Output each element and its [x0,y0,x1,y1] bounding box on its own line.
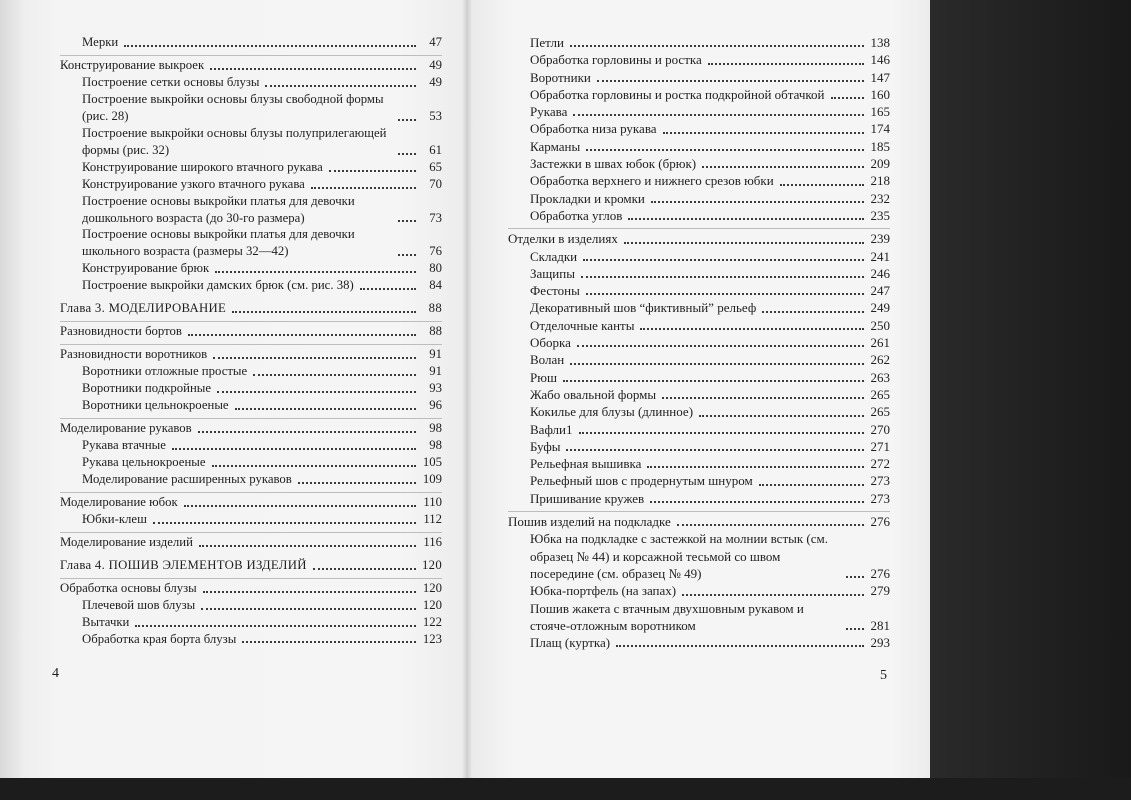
toc-entry-title: Рукава втачные [82,437,166,452]
toc-leader-dots [232,311,416,313]
toc-entry [60,363,442,380]
toc-leader-dots [135,625,416,627]
toc-leader-dots [708,63,864,65]
toc-entry-page: 265 [870,404,890,420]
toc-entry [508,103,890,120]
toc-entry-title: Конструирование узкого втачного рукава [82,176,305,191]
toc-entry-page: 70 [429,176,442,191]
toc-leader-dots [586,293,864,295]
toc-leader-dots [398,119,416,121]
toc-entry-title: Отделочные канты [530,317,635,333]
toc-entry [60,226,442,260]
toc-entry [60,159,442,176]
toc-entry-page: 73 [429,210,442,225]
toc-entry [508,138,890,155]
toc-entry-page: 246 [870,265,890,281]
toc-entry-title: Обработка края борта блузы [82,631,237,646]
toc-entry-title: Обработка горловины и ростка подкройной обтачкой [530,86,825,102]
toc-entry [508,265,890,282]
toc-entry-title: Мерки [82,35,119,49]
toc-leader-dots [762,311,864,313]
toc-leader-dots [398,254,416,256]
toc-entry-title: Обработка низа рукава [530,121,657,137]
toc-entry [60,380,442,397]
toc-entry-page: 261 [870,335,890,351]
toc-entry-page: 265 [870,386,890,402]
scan-right-edge [930,0,1131,778]
toc-entry-page: 116 [423,534,442,549]
toc-entry-title: Построение основы выкройки платья для девочки дошкольного возраста (до 30-го размера) [82,193,355,225]
toc-entry-page: 88 [429,324,442,339]
toc-entry [508,634,890,651]
toc-leader-dots [188,334,416,336]
toc-leader-dots [398,220,416,222]
toc-leader-dots [298,482,416,484]
toc-entry-page: 47 [429,35,442,49]
toc-leader-dots [313,568,416,570]
toc-leader-dots [570,45,864,47]
toc-leader-dots [329,170,416,172]
toc-entry-title: Разновидности бортов [60,324,182,339]
toc-right-column [508,34,890,651]
toc-entry-page: 91 [429,347,442,362]
toc-left-column [60,34,442,647]
toc-entry [60,277,442,294]
toc-entry-page: 120 [422,580,442,595]
toc-leader-dots [198,431,416,433]
toc-entry-title: Жабо овальной формы [530,386,657,402]
toc-entry-page: 49 [429,57,442,72]
toc-entry-page: 293 [870,635,890,651]
toc-entry [508,351,890,368]
toc-leader-dots [210,68,416,70]
toc-entry [508,511,890,530]
toc-leader-dots [597,80,864,82]
toc-leader-dots [628,218,864,220]
toc-entry-title: Фестоны [530,283,580,299]
toc-entry-page: 239 [870,231,890,247]
toc-entry [60,125,442,159]
toc-entry [508,490,890,507]
toc-entry-page: 209 [870,156,890,172]
toc-leader-dots [235,408,416,410]
toc-leader-dots [662,397,864,399]
toc-entry [60,397,442,414]
book-gutter [462,0,472,778]
toc-entry-title: Глава 3. МОДЕЛИРОВАНИЕ [60,301,227,316]
toc-entry [508,120,890,137]
toc-entry [508,51,890,68]
toc-entry [508,600,890,635]
toc-entry-page: 105 [422,454,442,469]
toc-entry [60,418,442,437]
toc-entry-title: Буфы [530,438,561,454]
toc-leader-dots [581,276,864,278]
toc-entry [60,74,442,91]
toc-leader-dots [573,114,864,116]
toc-entry-page: 276 [870,514,890,530]
toc-leader-dots [172,448,416,450]
toc-entry [508,248,890,265]
toc-entry-title: Вытачки [82,614,130,629]
toc-entry [60,300,442,317]
toc-leader-dots [647,466,864,468]
toc-entry-title: Обработка основы блузы [60,580,197,595]
toc-entry-page: 165 [870,104,890,120]
toc-leader-dots [624,242,864,244]
toc-entry-page: 270 [870,421,890,437]
toc-leader-dots [242,641,416,643]
toc-entry-page: 263 [870,369,890,385]
toc-entry-title: Конструирование брюк [82,261,210,276]
toc-entry-title: Построение выкройки основы блузы свободной формы (рис. 28) [82,91,384,123]
toc-leader-dots [586,149,864,151]
toc-leader-dots [199,545,416,547]
toc-leader-dots [663,132,864,134]
toc-leader-dots [253,374,416,376]
toc-entry-title: Построение основы выкройки платья для девочки школьного возраста (размеры 32—42) [82,227,355,259]
toc-entry-title: Построение выкройки основы блузы полуприлегающей формы (рис. 32) [82,125,387,157]
toc-entry-page: 96 [429,398,442,413]
toc-entry-page: 160 [870,86,890,102]
toc-leader-dots [651,201,864,203]
toc-leader-dots [640,328,864,330]
toc-entry [60,557,442,574]
toc-entry-title: Обработка углов [530,207,623,223]
toc-entry [508,403,890,420]
toc-entry-page: 120 [422,597,442,612]
toc-entry-page: 279 [870,583,890,599]
toc-entry-title: Отделки в изделиях [508,231,618,247]
toc-leader-dots [398,153,416,155]
toc-entry-page: 241 [870,248,890,264]
toc-entry-title: Моделирование изделий [60,534,193,549]
toc-entry-page: 61 [429,142,442,157]
toc-leader-dots [570,363,864,365]
toc-entry-page: 112 [423,511,442,526]
toc-leader-dots [215,271,416,273]
toc-leader-dots [203,591,416,593]
toc-leader-dots [583,259,864,261]
toc-entry-page: 235 [870,207,890,223]
toc-leader-dots [699,415,864,417]
toc-entry [508,386,890,403]
toc-entry-title: Петли [530,35,564,50]
toc-entry-page: 247 [870,283,890,299]
toc-entry [60,91,442,125]
toc-entry-title: Юбки-клеш [82,511,147,526]
toc-entry [508,299,890,316]
toc-entry-title: Волан [530,352,565,368]
toc-entry-title: Моделирование юбок [60,494,178,509]
toc-entry-page: 272 [870,456,890,472]
toc-entry [60,597,442,614]
toc-entry [60,344,442,363]
toc-entry-title: Конструирование выкроек [60,57,205,72]
toc-entry [60,55,442,74]
toc-leader-dots [846,628,864,630]
toc-entry [60,34,442,51]
toc-entry-title: Декоративный шов “фиктивный” рельеф [530,300,757,316]
left-page-number: 4 [52,666,59,681]
toc-entry-page: 98 [429,437,442,452]
toc-entry [60,471,442,488]
toc-entry [508,472,890,489]
toc-entry-page: 53 [429,108,442,123]
toc-entry-title: Обработка горловины и ростка [530,52,702,68]
toc-entry-title: Плечевой шов блузы [82,597,196,612]
toc-entry [508,455,890,472]
toc-entry-page: 232 [870,190,890,206]
toc-entry [60,532,442,551]
toc-entry-title: Обработка верхнего и нижнего срезов юбки [530,173,774,189]
toc-entry [60,454,442,471]
toc-entry [508,69,890,86]
toc-entry [508,334,890,351]
toc-entry-page: 147 [870,69,890,85]
toc-entry-title: Вафли1 [530,421,573,437]
toc-entry-title: Кокилье для блузы (длинное) [530,404,694,420]
toc-leader-dots [577,345,864,347]
toc-entry-page: 93 [429,381,442,396]
toc-leader-dots [846,576,864,578]
toc-entry [508,228,890,247]
toc-entry-page: 281 [870,617,890,633]
toc-entry [60,437,442,454]
toc-leader-dots [212,465,417,467]
toc-leader-dots [682,594,864,596]
toc-leader-dots [265,85,416,87]
toc-entry-title: Рельефный шов с продернутым шнуром [530,473,753,489]
toc-entry-page: 109 [422,471,442,486]
toc-entry [508,86,890,103]
toc-entry-page: 249 [870,300,890,316]
toc-leader-dots [563,380,864,382]
toc-entry [60,511,442,528]
toc-entry-page: 250 [870,317,890,333]
toc-entry-page: 120 [421,557,442,572]
right-page-number: 5 [880,668,887,683]
toc-entry-page: 65 [429,159,442,174]
toc-leader-dots [360,288,416,290]
toc-entry [60,321,442,340]
toc-entry [508,172,890,189]
toc-leader-dots [780,184,864,186]
toc-entry-title: Воротники цельнокроеные [82,398,229,413]
toc-entry [508,317,890,334]
toc-entry-title: Моделирование рукавов [60,421,192,436]
toc-entry-title: Воротники подкройные [82,381,212,396]
toc-leader-dots [184,505,416,507]
toc-leader-dots [579,432,865,434]
toc-leader-dots [213,357,416,359]
toc-entry [60,492,442,511]
toc-leader-dots [616,645,864,647]
toc-entry-title: Глава 4. ПОШИВ ЭЛЕМЕНТОВ ИЗДЕЛИЙ [60,557,307,572]
toc-leader-dots [217,391,416,393]
toc-entry-page: 138 [870,35,890,50]
toc-entry-title: Пришивание кружев [530,490,645,506]
toc-entry [60,193,442,227]
toc-entry [508,207,890,224]
toc-entry [60,631,442,648]
scan-bottom-edge [0,778,1131,800]
toc-entry [508,190,890,207]
toc-entry [508,530,890,582]
toc-entry-page: 271 [870,438,890,454]
toc-entry-page: 146 [870,52,890,68]
toc-entry-title: Пошив жакета с втачным двухшовным рукавом и стояче-отложным воротником [530,600,804,633]
toc-entry-page: 273 [870,490,890,506]
toc-entry-page: 174 [870,121,890,137]
toc-entry-title: Построение выкройки дамских брюк (см. рис. 38) [82,278,354,293]
scan-left-edge [0,0,22,778]
toc-entry-page: 218 [870,173,890,189]
toc-entry-title: Карманы [530,138,581,154]
toc-entry-page: 80 [429,261,442,276]
toc-entry-title: Защипы [530,265,575,281]
toc-entry [508,34,890,51]
toc-entry-page: 98 [429,421,442,436]
toc-entry-title: Оборка [530,335,571,351]
toc-entry-title: Застежки в швах юбок (брюк) [530,156,697,172]
toc-leader-dots [566,449,864,451]
toc-leader-dots [650,501,864,503]
toc-entry-title: Пошив изделий на подкладке [508,514,671,530]
toc-entry [508,582,890,599]
toc-entry-title: Конструирование широкого втачного рукава [82,159,323,174]
toc-leader-dots [677,524,864,526]
toc-entry-page: 273 [870,473,890,489]
toc-entry-title: Рукава цельнокроеные [82,454,206,469]
toc-entry-page: 84 [429,278,442,293]
toc-entry-title: Рюш [530,369,557,385]
toc-entry-title: Построение сетки основы блузы [82,74,260,89]
toc-entry [508,369,890,386]
toc-entry-page: 262 [870,352,890,368]
toc-leader-dots [759,484,864,486]
toc-leader-dots [201,608,416,610]
toc-entry-page: 49 [429,74,442,89]
toc-entry [508,438,890,455]
toc-entry [60,176,442,193]
toc-leader-dots [124,45,416,47]
toc-entry [60,578,442,597]
toc-entry-title: Складки [530,248,578,264]
toc-leader-dots [311,187,416,189]
toc-entry [60,614,442,631]
toc-leader-dots [153,522,416,524]
toc-entry-page: 76 [429,244,442,259]
toc-entry-page: 88 [428,301,442,316]
toc-entry-title: Плащ (куртка) [530,635,611,651]
toc-entry-page: 123 [422,631,442,646]
toc-entry-title: Моделирование расширенных рукавов [82,471,292,486]
toc-entry [508,421,890,438]
toc-entry-title: Воротники отложные простые [82,364,248,379]
toc-leader-dots [831,97,864,99]
toc-entry-page: 276 [870,565,890,581]
toc-entry [60,260,442,277]
toc-entry-title: Юбка на подкладке с застежкой на молнии встык (см. образец № 44) и корсажной тесьмой со швом посередине (см. образец № 49) [530,531,829,581]
toc-entry-title: Воротники [530,69,591,85]
toc-leader-dots [702,166,864,168]
toc-entry-title: Рельефная вышивка [530,456,642,472]
toc-entry-title: Разновидности воротников [60,347,208,362]
toc-entry-title: Прокладки и кромки [530,190,645,206]
toc-entry-page: 185 [870,138,890,154]
toc-entry [508,282,890,299]
toc-entry-title: Юбка-портфель (на запах) [530,583,677,599]
toc-entry-title: Рукава [530,104,568,120]
toc-entry-page: 122 [422,614,442,629]
toc-entry-page: 110 [423,494,442,509]
toc-entry [508,155,890,172]
toc-entry-page: 91 [429,364,442,379]
